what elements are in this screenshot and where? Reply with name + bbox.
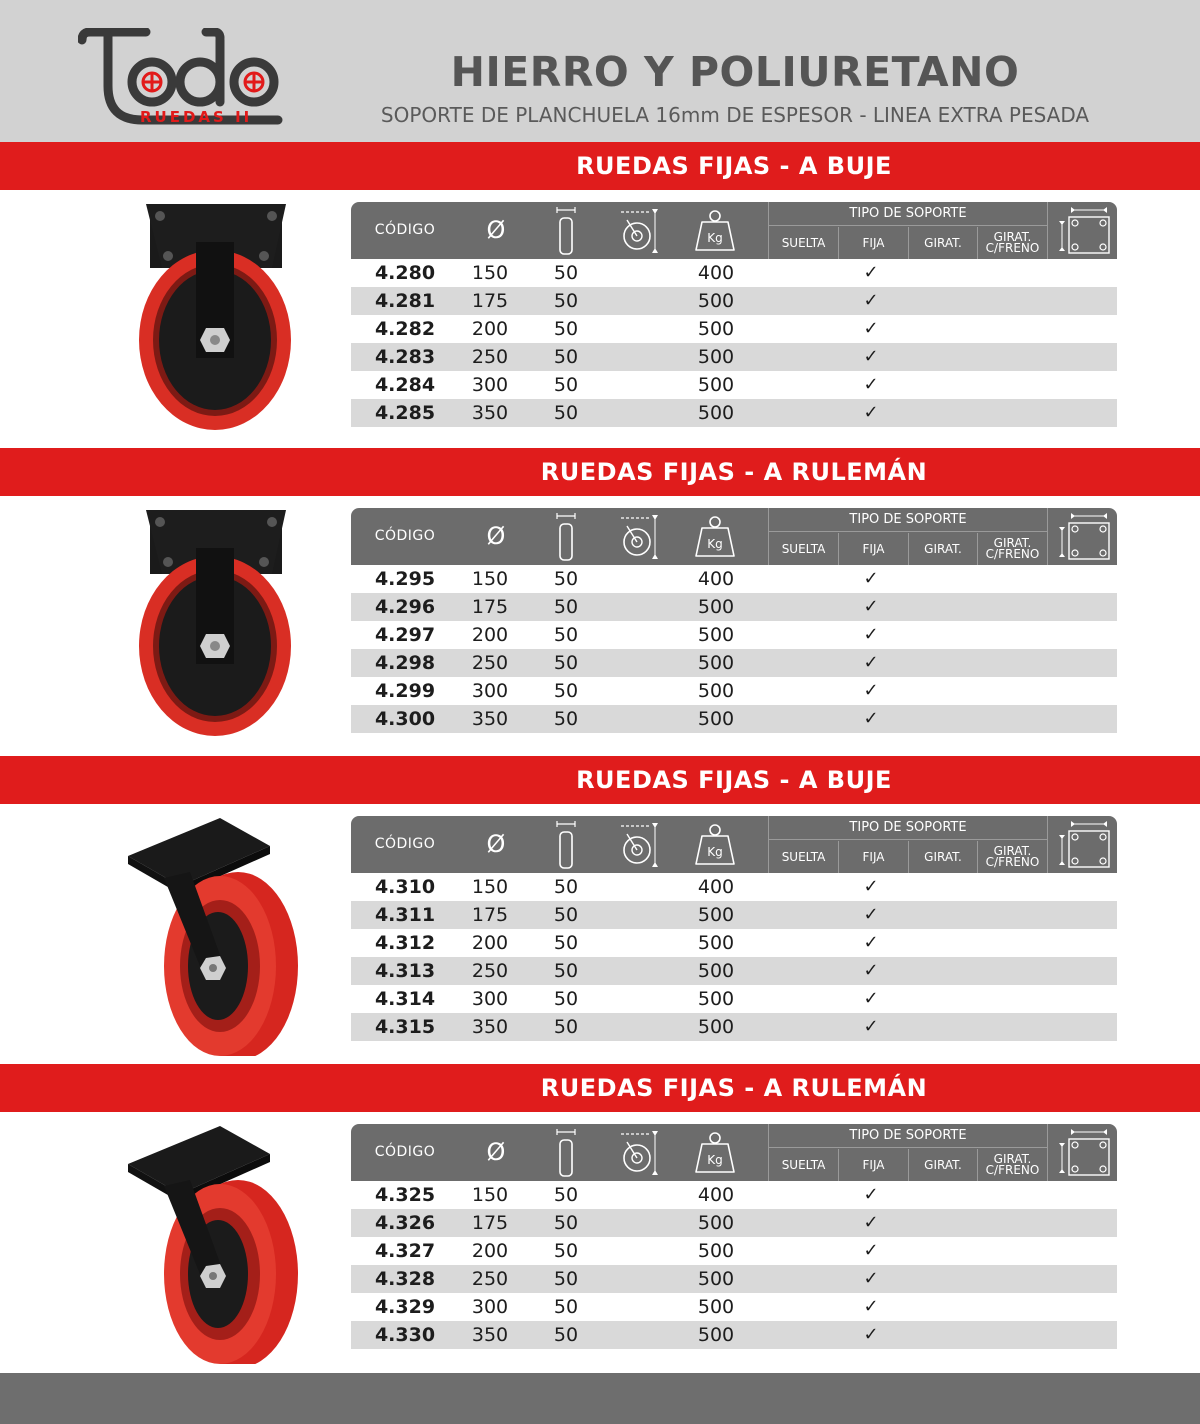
width-value: 50: [553, 1184, 579, 1206]
header-girat-freno-line1: GIRAT.: [993, 1152, 1032, 1166]
fija-check: ✓: [863, 402, 879, 423]
header-girat-freno-line1: GIRAT.: [993, 230, 1032, 244]
header-codigo: CÓDIGO: [374, 836, 436, 852]
table-row: [351, 399, 1117, 427]
header-girat-freno-line2: C/FRENO: [985, 855, 1040, 869]
diameter-value: 200: [471, 624, 509, 646]
fija-check: ✓: [863, 1324, 879, 1345]
width-value: 50: [553, 1016, 579, 1038]
svg-text:Kg: Kg: [707, 231, 723, 245]
table-row: [351, 621, 1117, 649]
table-row: [351, 677, 1117, 705]
diameter-value: 350: [471, 708, 509, 730]
load-value: 500: [697, 318, 735, 340]
section-title: RUEDAS FIJAS - A BUJE: [576, 766, 892, 794]
caster-wheel-image: [120, 1124, 310, 1364]
diameter-value: 350: [471, 402, 509, 424]
product-code: 4.312: [374, 932, 436, 954]
product-code: 4.325: [374, 1184, 436, 1206]
width-value: 50: [553, 960, 579, 982]
load-value: 500: [697, 1016, 735, 1038]
product-section: [0, 142, 1200, 448]
table-row: [351, 315, 1117, 343]
product-code: 4.300: [374, 708, 436, 730]
table-row: [351, 985, 1117, 1013]
load-value: 500: [697, 1324, 735, 1346]
spec-table: [351, 202, 1117, 427]
diameter-value: 250: [471, 960, 509, 982]
weight-icon: [694, 822, 736, 868]
page-title: HIERRO Y POLIURETANO: [450, 48, 1020, 96]
fija-check: ✓: [863, 876, 879, 897]
page-subtitle: SOPORTE DE PLANCHUELA 16mm DE ESPESOR - LINEA EXTRA PESADA: [380, 103, 1090, 127]
product-code: 4.299: [374, 680, 436, 702]
fija-check: ✓: [863, 1016, 879, 1037]
header-suelta: SUELTA: [781, 541, 826, 556]
header-girat: GIRAT.: [924, 541, 962, 556]
diameter-value: 175: [471, 1212, 509, 1234]
header-girat-freno: [978, 1149, 1047, 1181]
table-row: [351, 873, 1117, 901]
load-value: 500: [697, 988, 735, 1010]
product-code: 4.295: [374, 568, 436, 590]
header-girat-freno: [978, 841, 1047, 873]
header-suelta: SUELTA: [781, 849, 826, 864]
svg-text:Kg: Kg: [707, 845, 723, 859]
header-tipo-soporte: TIPO DE SOPORTE: [769, 202, 1047, 226]
diameter-value: 150: [471, 262, 509, 284]
wheel-height-icon: [617, 820, 661, 870]
header-girat-freno: [978, 533, 1047, 565]
table-row: [351, 1237, 1117, 1265]
product-code: 4.326: [374, 1212, 436, 1234]
load-value: 500: [697, 346, 735, 368]
fija-check: ✓: [863, 374, 879, 395]
width-value: 50: [553, 318, 579, 340]
load-value: 500: [697, 932, 735, 954]
fija-check: ✓: [863, 652, 879, 673]
diameter-value: 300: [471, 1296, 509, 1318]
product-section: [0, 448, 1200, 754]
wheel-width-icon: [554, 512, 578, 562]
mounting-plate-icon: [1055, 1127, 1113, 1179]
table-row: [351, 705, 1117, 733]
weight-icon: [694, 208, 736, 254]
product-code: 4.283: [374, 346, 436, 368]
fija-check: ✓: [863, 1268, 879, 1289]
width-value: 50: [553, 596, 579, 618]
product-code: 4.314: [374, 988, 436, 1010]
load-value: 500: [697, 596, 735, 618]
header-suelta: SUELTA: [781, 235, 826, 250]
diameter-icon: Ø: [486, 1138, 506, 1166]
fija-check: ✓: [863, 960, 879, 981]
product-code: 4.297: [374, 624, 436, 646]
header-tipo-soporte: TIPO DE SOPORTE: [769, 508, 1047, 532]
product-code: 4.310: [374, 876, 436, 898]
diameter-value: 200: [471, 1240, 509, 1262]
product-code: 4.284: [374, 374, 436, 396]
wheel-width-icon: [554, 820, 578, 870]
product-section: [0, 1064, 1200, 1370]
fija-check: ✓: [863, 290, 879, 311]
width-value: 50: [553, 346, 579, 368]
table-row: [351, 957, 1117, 985]
width-value: 50: [553, 290, 579, 312]
load-value: 500: [697, 402, 735, 424]
product-code: 4.330: [374, 1324, 436, 1346]
product-code: 4.327: [374, 1240, 436, 1262]
product-code: 4.315: [374, 1016, 436, 1038]
header-girat-freno-line2: C/FRENO: [985, 241, 1040, 255]
spec-table: [351, 508, 1117, 733]
width-value: 50: [553, 708, 579, 730]
load-value: 400: [697, 1184, 735, 1206]
table-row: [351, 1321, 1117, 1349]
width-value: 50: [553, 988, 579, 1010]
wheel-height-icon: [617, 1128, 661, 1178]
page-footer: [0, 1373, 1200, 1424]
section-title-wrap: [0, 448, 1200, 496]
weight-icon: [694, 514, 736, 560]
table-row: [351, 259, 1117, 287]
diameter-value: 150: [471, 876, 509, 898]
header-codigo: CÓDIGO: [374, 222, 436, 238]
diameter-value: 300: [471, 680, 509, 702]
diameter-value: 175: [471, 904, 509, 926]
table-row: [351, 371, 1117, 399]
spec-table: [351, 816, 1117, 1041]
fija-check: ✓: [863, 988, 879, 1009]
header-fija: FIJA: [862, 235, 885, 250]
table-row: [351, 649, 1117, 677]
caster-wheel-image: [120, 202, 310, 442]
header-codigo: CÓDIGO: [374, 1144, 436, 1160]
width-value: 50: [553, 680, 579, 702]
width-value: 50: [553, 1212, 579, 1234]
caster-wheel-image: [120, 816, 310, 1056]
diameter-value: 350: [471, 1016, 509, 1038]
fija-check: ✓: [863, 596, 879, 617]
product-code: 4.296: [374, 596, 436, 618]
section-title: RUEDAS FIJAS - A BUJE: [576, 152, 892, 180]
header-girat-freno-line1: GIRAT.: [993, 536, 1032, 550]
diameter-value: 250: [471, 652, 509, 674]
width-value: 50: [553, 876, 579, 898]
diameter-value: 300: [471, 988, 509, 1010]
wheel-height-icon: [617, 512, 661, 562]
diameter-value: 150: [471, 568, 509, 590]
header-girat-freno-line1: GIRAT.: [993, 844, 1032, 858]
section-title: RUEDAS FIJAS - A RULEMÁN: [540, 1074, 928, 1102]
header-girat: GIRAT.: [924, 1157, 962, 1172]
mounting-plate-icon: [1055, 819, 1113, 871]
wheel-width-icon: [554, 1128, 578, 1178]
header-tipo-soporte: TIPO DE SOPORTE: [769, 816, 1047, 840]
fija-check: ✓: [863, 680, 879, 701]
table-row: [351, 901, 1117, 929]
load-value: 500: [697, 374, 735, 396]
diameter-icon: Ø: [486, 216, 506, 244]
fija-check: ✓: [863, 346, 879, 367]
section-title: RUEDAS FIJAS - A RULEMÁN: [540, 458, 928, 486]
header-codigo: CÓDIGO: [374, 528, 436, 544]
width-value: 50: [553, 262, 579, 284]
header-fija: FIJA: [862, 541, 885, 556]
table-row: [351, 287, 1117, 315]
svg-text:Kg: Kg: [707, 1153, 723, 1167]
diameter-value: 300: [471, 374, 509, 396]
fija-check: ✓: [863, 1184, 879, 1205]
width-value: 50: [553, 1240, 579, 1262]
fija-check: ✓: [863, 318, 879, 339]
width-value: 50: [553, 1268, 579, 1290]
load-value: 500: [697, 652, 735, 674]
fija-check: ✓: [863, 708, 879, 729]
mounting-plate-icon: [1055, 511, 1113, 563]
width-value: 50: [553, 932, 579, 954]
fija-check: ✓: [863, 262, 879, 283]
load-value: 500: [697, 290, 735, 312]
width-value: 50: [553, 568, 579, 590]
table-row: [351, 1209, 1117, 1237]
load-value: 500: [697, 1212, 735, 1234]
table-row: [351, 343, 1117, 371]
width-value: 50: [553, 1296, 579, 1318]
diameter-value: 200: [471, 932, 509, 954]
fija-check: ✓: [863, 1240, 879, 1261]
header-suelta: SUELTA: [781, 1157, 826, 1172]
diameter-value: 150: [471, 1184, 509, 1206]
fija-check: ✓: [863, 904, 879, 925]
product-code: 4.281: [374, 290, 436, 312]
diameter-value: 175: [471, 596, 509, 618]
product-code: 4.329: [374, 1296, 436, 1318]
diameter-value: 175: [471, 290, 509, 312]
section-title-wrap: [0, 142, 1200, 190]
spec-table: [351, 1124, 1117, 1349]
load-value: 500: [697, 1296, 735, 1318]
table-row: [351, 1293, 1117, 1321]
svg-text:Kg: Kg: [707, 537, 723, 551]
diameter-value: 250: [471, 1268, 509, 1290]
load-value: 400: [697, 876, 735, 898]
load-value: 500: [697, 624, 735, 646]
product-code: 4.328: [374, 1268, 436, 1290]
load-value: 400: [697, 262, 735, 284]
diameter-value: 350: [471, 1324, 509, 1346]
fija-check: ✓: [863, 1296, 879, 1317]
wheel-width-icon: [554, 206, 578, 256]
table-row: [351, 1181, 1117, 1209]
table-row: [351, 1013, 1117, 1041]
diameter-value: 250: [471, 346, 509, 368]
header-girat-freno-line2: C/FRENO: [985, 1163, 1040, 1177]
product-code: 4.311: [374, 904, 436, 926]
table-header: [351, 816, 1117, 873]
load-value: 500: [697, 680, 735, 702]
load-value: 500: [697, 960, 735, 982]
table-header: [351, 202, 1117, 259]
product-section: [0, 756, 1200, 1062]
page-header: [0, 0, 1200, 142]
width-value: 50: [553, 1324, 579, 1346]
caster-wheel-image: [120, 508, 310, 748]
product-code: 4.313: [374, 960, 436, 982]
header-fija: FIJA: [862, 1157, 885, 1172]
table-header: [351, 1124, 1117, 1181]
section-title-wrap: [0, 1064, 1200, 1112]
header-tipo-soporte: TIPO DE SOPORTE: [769, 1124, 1047, 1148]
header-fija: FIJA: [862, 849, 885, 864]
product-code: 4.285: [374, 402, 436, 424]
width-value: 50: [553, 652, 579, 674]
table-row: [351, 593, 1117, 621]
table-row: [351, 565, 1117, 593]
width-value: 50: [553, 624, 579, 646]
width-value: 50: [553, 374, 579, 396]
header-girat: GIRAT.: [924, 235, 962, 250]
header-girat-freno-line2: C/FRENO: [985, 547, 1040, 561]
load-value: 400: [697, 568, 735, 590]
table-header: [351, 508, 1117, 565]
product-code: 4.280: [374, 262, 436, 284]
fija-check: ✓: [863, 568, 879, 589]
load-value: 500: [697, 1268, 735, 1290]
fija-check: ✓: [863, 624, 879, 645]
diameter-value: 200: [471, 318, 509, 340]
header-girat: GIRAT.: [924, 849, 962, 864]
table-row: [351, 1265, 1117, 1293]
header-girat-freno: [978, 227, 1047, 259]
width-value: 50: [553, 904, 579, 926]
product-code: 4.282: [374, 318, 436, 340]
fija-check: ✓: [863, 932, 879, 953]
load-value: 500: [697, 1240, 735, 1262]
load-value: 500: [697, 708, 735, 730]
diameter-icon: Ø: [486, 830, 506, 858]
wheel-height-icon: [617, 206, 661, 256]
logo-subtext: RUEDAS II: [140, 108, 253, 126]
weight-icon: [694, 1130, 736, 1176]
load-value: 500: [697, 904, 735, 926]
diameter-icon: Ø: [486, 522, 506, 550]
section-title-wrap: [0, 756, 1200, 804]
width-value: 50: [553, 402, 579, 424]
product-code: 4.298: [374, 652, 436, 674]
table-row: [351, 929, 1117, 957]
mounting-plate-icon: [1055, 205, 1113, 257]
fija-check: ✓: [863, 1212, 879, 1233]
